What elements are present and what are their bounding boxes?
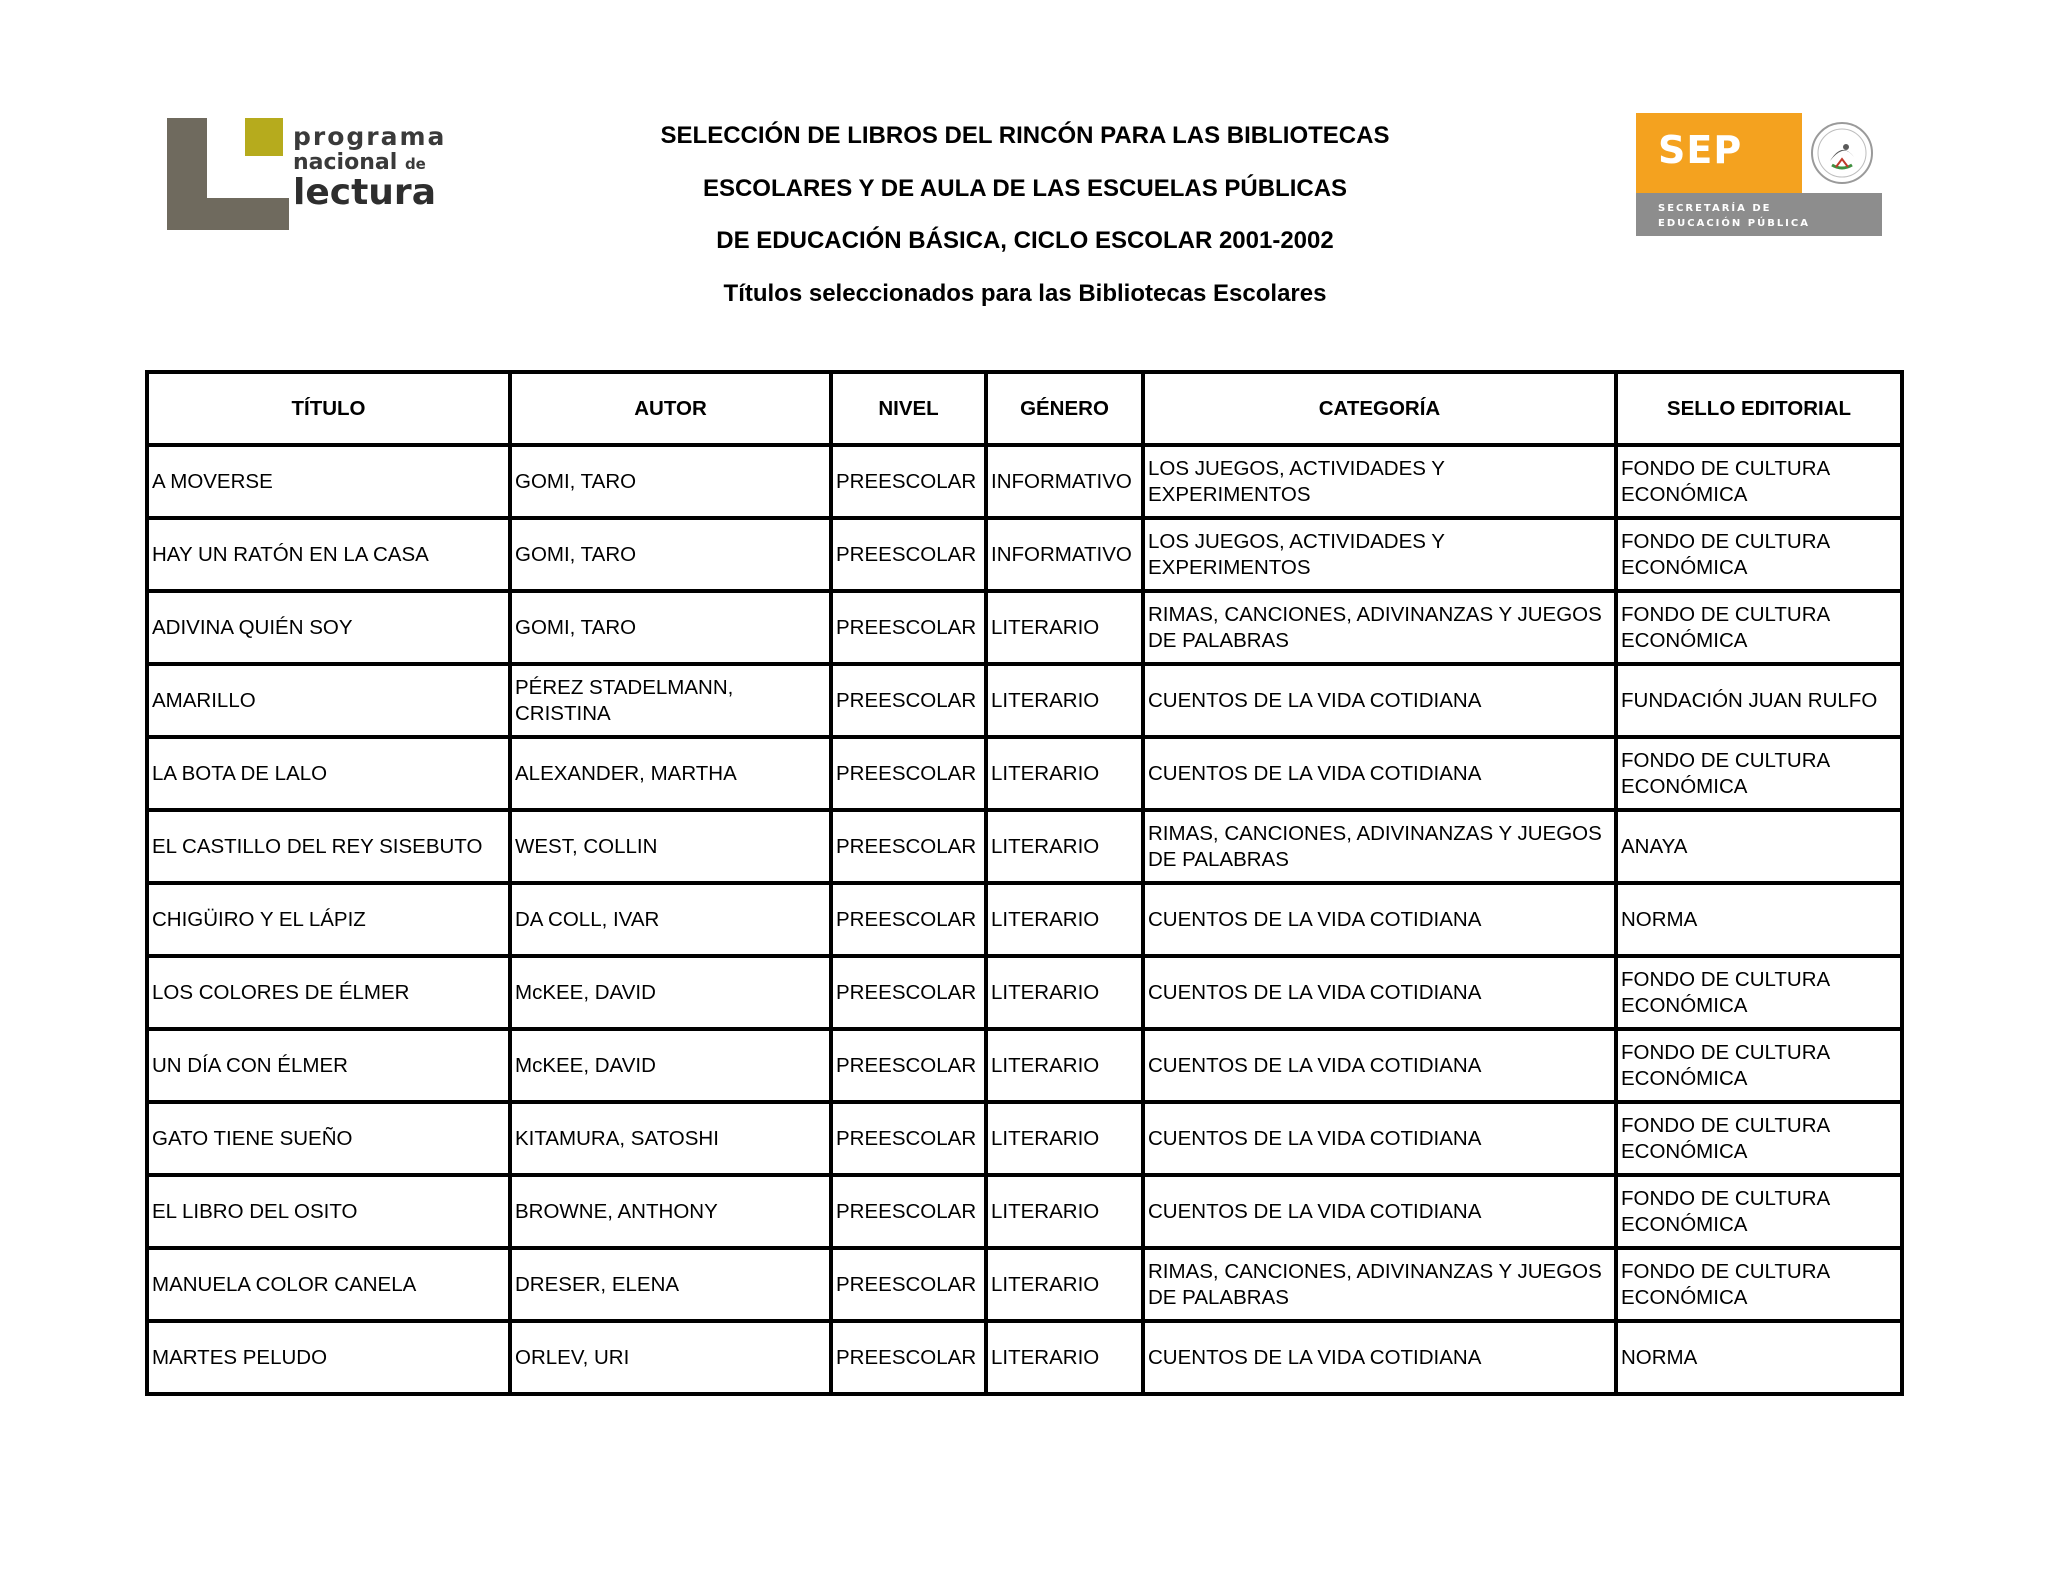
column-header-titulo: TÍTULO <box>147 372 510 445</box>
cell-autor: DRESER, ELENA <box>510 1248 831 1321</box>
sep-subtitle <box>1658 201 1858 231</box>
cell-genero: LITERARIO <box>986 1248 1143 1321</box>
sep-subtitle-line-1: SECRETARÍA DE <box>1658 203 1772 214</box>
cell-autor: GOMI, TARO <box>510 518 831 591</box>
cell-categoria: LOS JUEGOS, ACTIVIDADES Y EXPERIMENTOS <box>1143 445 1616 518</box>
table-row <box>147 1029 1902 1102</box>
cell-autor: DA COLL, IVAR <box>510 883 831 956</box>
cell-titulo: UN DÍA CON ÉLMER <box>147 1029 510 1102</box>
cell-genero: LITERARIO <box>986 1102 1143 1175</box>
cell-genero: LITERARIO <box>986 591 1143 664</box>
cell-titulo: HAY UN RATÓN EN LA CASA <box>147 518 510 591</box>
cell-nivel: PREESCOLAR <box>831 1175 986 1248</box>
cell-nivel: PREESCOLAR <box>831 956 986 1029</box>
table-row <box>147 1248 1902 1321</box>
cell-titulo: EL LIBRO DEL OSITO <box>147 1175 510 1248</box>
cell-nivel: PREESCOLAR <box>831 591 986 664</box>
title-line-3: DE EDUCACIÓN BÁSICA, CICLO ESCOLAR 2001-2002 <box>716 227 1334 254</box>
sep-logo <box>1636 113 1882 236</box>
cell-titulo: GATO TIENE SUEÑO <box>147 1102 510 1175</box>
table-row <box>147 1321 1902 1394</box>
document-title-block <box>450 110 1600 320</box>
table-row <box>147 1102 1902 1175</box>
cell-titulo: MARTES PELUDO <box>147 1321 510 1394</box>
cell-titulo: ADIVINA QUIÉN SOY <box>147 591 510 664</box>
cell-sello-editorial: FONDO DE CULTURA ECONÓMICA <box>1616 737 1902 810</box>
cell-autor: ALEXANDER, MARTHA <box>510 737 831 810</box>
sep-subtitle-line-2: EDUCACIÓN PÚBLICA <box>1658 218 1810 229</box>
cell-sello-editorial: FONDO DE CULTURA ECONÓMICA <box>1616 1248 1902 1321</box>
cell-nivel: PREESCOLAR <box>831 518 986 591</box>
cell-genero: LITERARIO <box>986 1175 1143 1248</box>
cell-genero: LITERARIO <box>986 1029 1143 1102</box>
cell-categoria: RIMAS, CANCIONES, ADIVINANZAS Y JUEGOS DE PALABRAS <box>1143 1248 1616 1321</box>
cell-nivel: PREESCOLAR <box>831 1102 986 1175</box>
cell-autor: WEST, COLLIN <box>510 810 831 883</box>
cell-titulo: CHIGÜIRO Y EL LÁPIZ <box>147 883 510 956</box>
logo-wordmark <box>293 124 446 211</box>
cell-titulo: AMARILLO <box>147 664 510 737</box>
cell-nivel: PREESCOLAR <box>831 737 986 810</box>
cell-titulo: LOS COLORES DE ÉLMER <box>147 956 510 1029</box>
table-row <box>147 883 1902 956</box>
logo-bar-horizontal <box>167 198 289 230</box>
cell-categoria: CUENTOS DE LA VIDA COTIDIANA <box>1143 664 1616 737</box>
table-row <box>147 664 1902 737</box>
cell-nivel: PREESCOLAR <box>831 1321 986 1394</box>
cell-sello-editorial: FONDO DE CULTURA ECONÓMICA <box>1616 1029 1902 1102</box>
cell-genero: INFORMATIVO <box>986 445 1143 518</box>
cell-nivel: PREESCOLAR <box>831 1029 986 1102</box>
title-line-1: SELECCIÓN DE LIBROS DEL RINCÓN PARA LAS BIBLIOTECAS <box>660 122 1390 149</box>
cell-sello-editorial: FONDO DE CULTURA ECONÓMICA <box>1616 956 1902 1029</box>
table-row <box>147 518 1902 591</box>
cell-sello-editorial: NORMA <box>1616 1321 1902 1394</box>
table-row <box>147 1175 1902 1248</box>
cell-sello-editorial: FONDO DE CULTURA ECONÓMICA <box>1616 1175 1902 1248</box>
cell-titulo: A MOVERSE <box>147 445 510 518</box>
cell-categoria: CUENTOS DE LA VIDA COTIDIANA <box>1143 1321 1616 1394</box>
column-header-genero: GÉNERO <box>986 372 1143 445</box>
cell-categoria: CUENTOS DE LA VIDA COTIDIANA <box>1143 956 1616 1029</box>
cell-titulo: EL CASTILLO DEL REY SISEBUTO <box>147 810 510 883</box>
table-row <box>147 737 1902 810</box>
cell-categoria: CUENTOS DE LA VIDA COTIDIANA <box>1143 737 1616 810</box>
sep-wordmark: SEP <box>1658 128 1743 172</box>
cell-genero: LITERARIO <box>986 883 1143 956</box>
cell-nivel: PREESCOLAR <box>831 810 986 883</box>
table-row <box>147 591 1902 664</box>
cell-autor: BROWNE, ANTHONY <box>510 1175 831 1248</box>
cell-categoria: CUENTOS DE LA VIDA COTIDIANA <box>1143 1175 1616 1248</box>
table-header-row <box>147 372 1902 445</box>
cell-categoria: CUENTOS DE LA VIDA COTIDIANA <box>1143 883 1616 956</box>
cell-titulo: MANUELA COLOR CANELA <box>147 1248 510 1321</box>
cell-genero: LITERARIO <box>986 810 1143 883</box>
column-header-sello-editorial: SELLO EDITORIAL <box>1616 372 1902 445</box>
logo-word-de: de <box>404 155 426 173</box>
cell-categoria: CUENTOS DE LA VIDA COTIDIANA <box>1143 1029 1616 1102</box>
cell-categoria: CUENTOS DE LA VIDA COTIDIANA <box>1143 1102 1616 1175</box>
table-row <box>147 445 1902 518</box>
cell-sello-editorial: FONDO DE CULTURA ECONÓMICA <box>1616 1102 1902 1175</box>
table-row <box>147 810 1902 883</box>
cell-nivel: PREESCOLAR <box>831 445 986 518</box>
cell-genero: LITERARIO <box>986 1321 1143 1394</box>
cell-autor: KITAMURA, SATOSHI <box>510 1102 831 1175</box>
logo-line-programa: programa <box>293 122 447 151</box>
title-line-2: ESCOLARES Y DE AULA DE LAS ESCUELAS PÚBLICAS <box>702 174 1348 202</box>
column-header-nivel: NIVEL <box>831 372 986 445</box>
cell-categoria: LOS JUEGOS, ACTIVIDADES Y EXPERIMENTOS <box>1143 518 1616 591</box>
logo-line-nacional <box>293 152 446 174</box>
mexican-coat-of-arms-icon <box>1802 113 1882 193</box>
cell-nivel: PREESCOLAR <box>831 664 986 737</box>
cell-autor: ORLEV, URI <box>510 1321 831 1394</box>
cell-sello-editorial: NORMA <box>1616 883 1902 956</box>
cell-categoria: RIMAS, CANCIONES, ADIVINANZAS Y JUEGOS DE PALABRAS <box>1143 810 1616 883</box>
books-table <box>145 370 1904 1396</box>
cell-nivel: PREESCOLAR <box>831 883 986 956</box>
cell-sello-editorial: FONDO DE CULTURA ECONÓMICA <box>1616 591 1902 664</box>
cell-sello-editorial: FUNDACIÓN JUAN RULFO <box>1616 664 1902 737</box>
cell-sello-editorial: FONDO DE CULTURA ECONÓMICA <box>1616 518 1902 591</box>
programa-nacional-de-lectura-logo <box>165 116 445 232</box>
cell-genero: LITERARIO <box>986 956 1143 1029</box>
logo-line-lectura: lectura <box>293 172 436 213</box>
cell-categoria: RIMAS, CANCIONES, ADIVINANZAS Y JUEGOS DE PALABRAS <box>1143 591 1616 664</box>
cell-nivel: PREESCOLAR <box>831 1248 986 1321</box>
cell-titulo: LA BOTA DE LALO <box>147 737 510 810</box>
cell-autor: PÉREZ STADELMANN, CRISTINA <box>510 664 831 737</box>
cell-autor: McKEE, DAVID <box>510 1029 831 1102</box>
cell-genero: LITERARIO <box>986 664 1143 737</box>
column-header-categoria: CATEGORÍA <box>1143 372 1616 445</box>
cell-sello-editorial: ANAYA <box>1616 810 1902 883</box>
cell-autor: GOMI, TARO <box>510 591 831 664</box>
logo-square <box>245 118 283 156</box>
cell-autor: GOMI, TARO <box>510 445 831 518</box>
table-row <box>147 956 1902 1029</box>
cell-genero: INFORMATIVO <box>986 518 1143 591</box>
cell-sello-editorial: FONDO DE CULTURA ECONÓMICA <box>1616 445 1902 518</box>
column-header-autor: AUTOR <box>510 372 831 445</box>
cell-genero: LITERARIO <box>986 737 1143 810</box>
cell-autor: McKEE, DAVID <box>510 956 831 1029</box>
logo-word-nacional: nacional <box>293 150 398 175</box>
document-subtitle: Títulos seleccionados para las Bibliotecas Escolares <box>723 279 1327 307</box>
sep-orange-block <box>1636 113 1802 193</box>
